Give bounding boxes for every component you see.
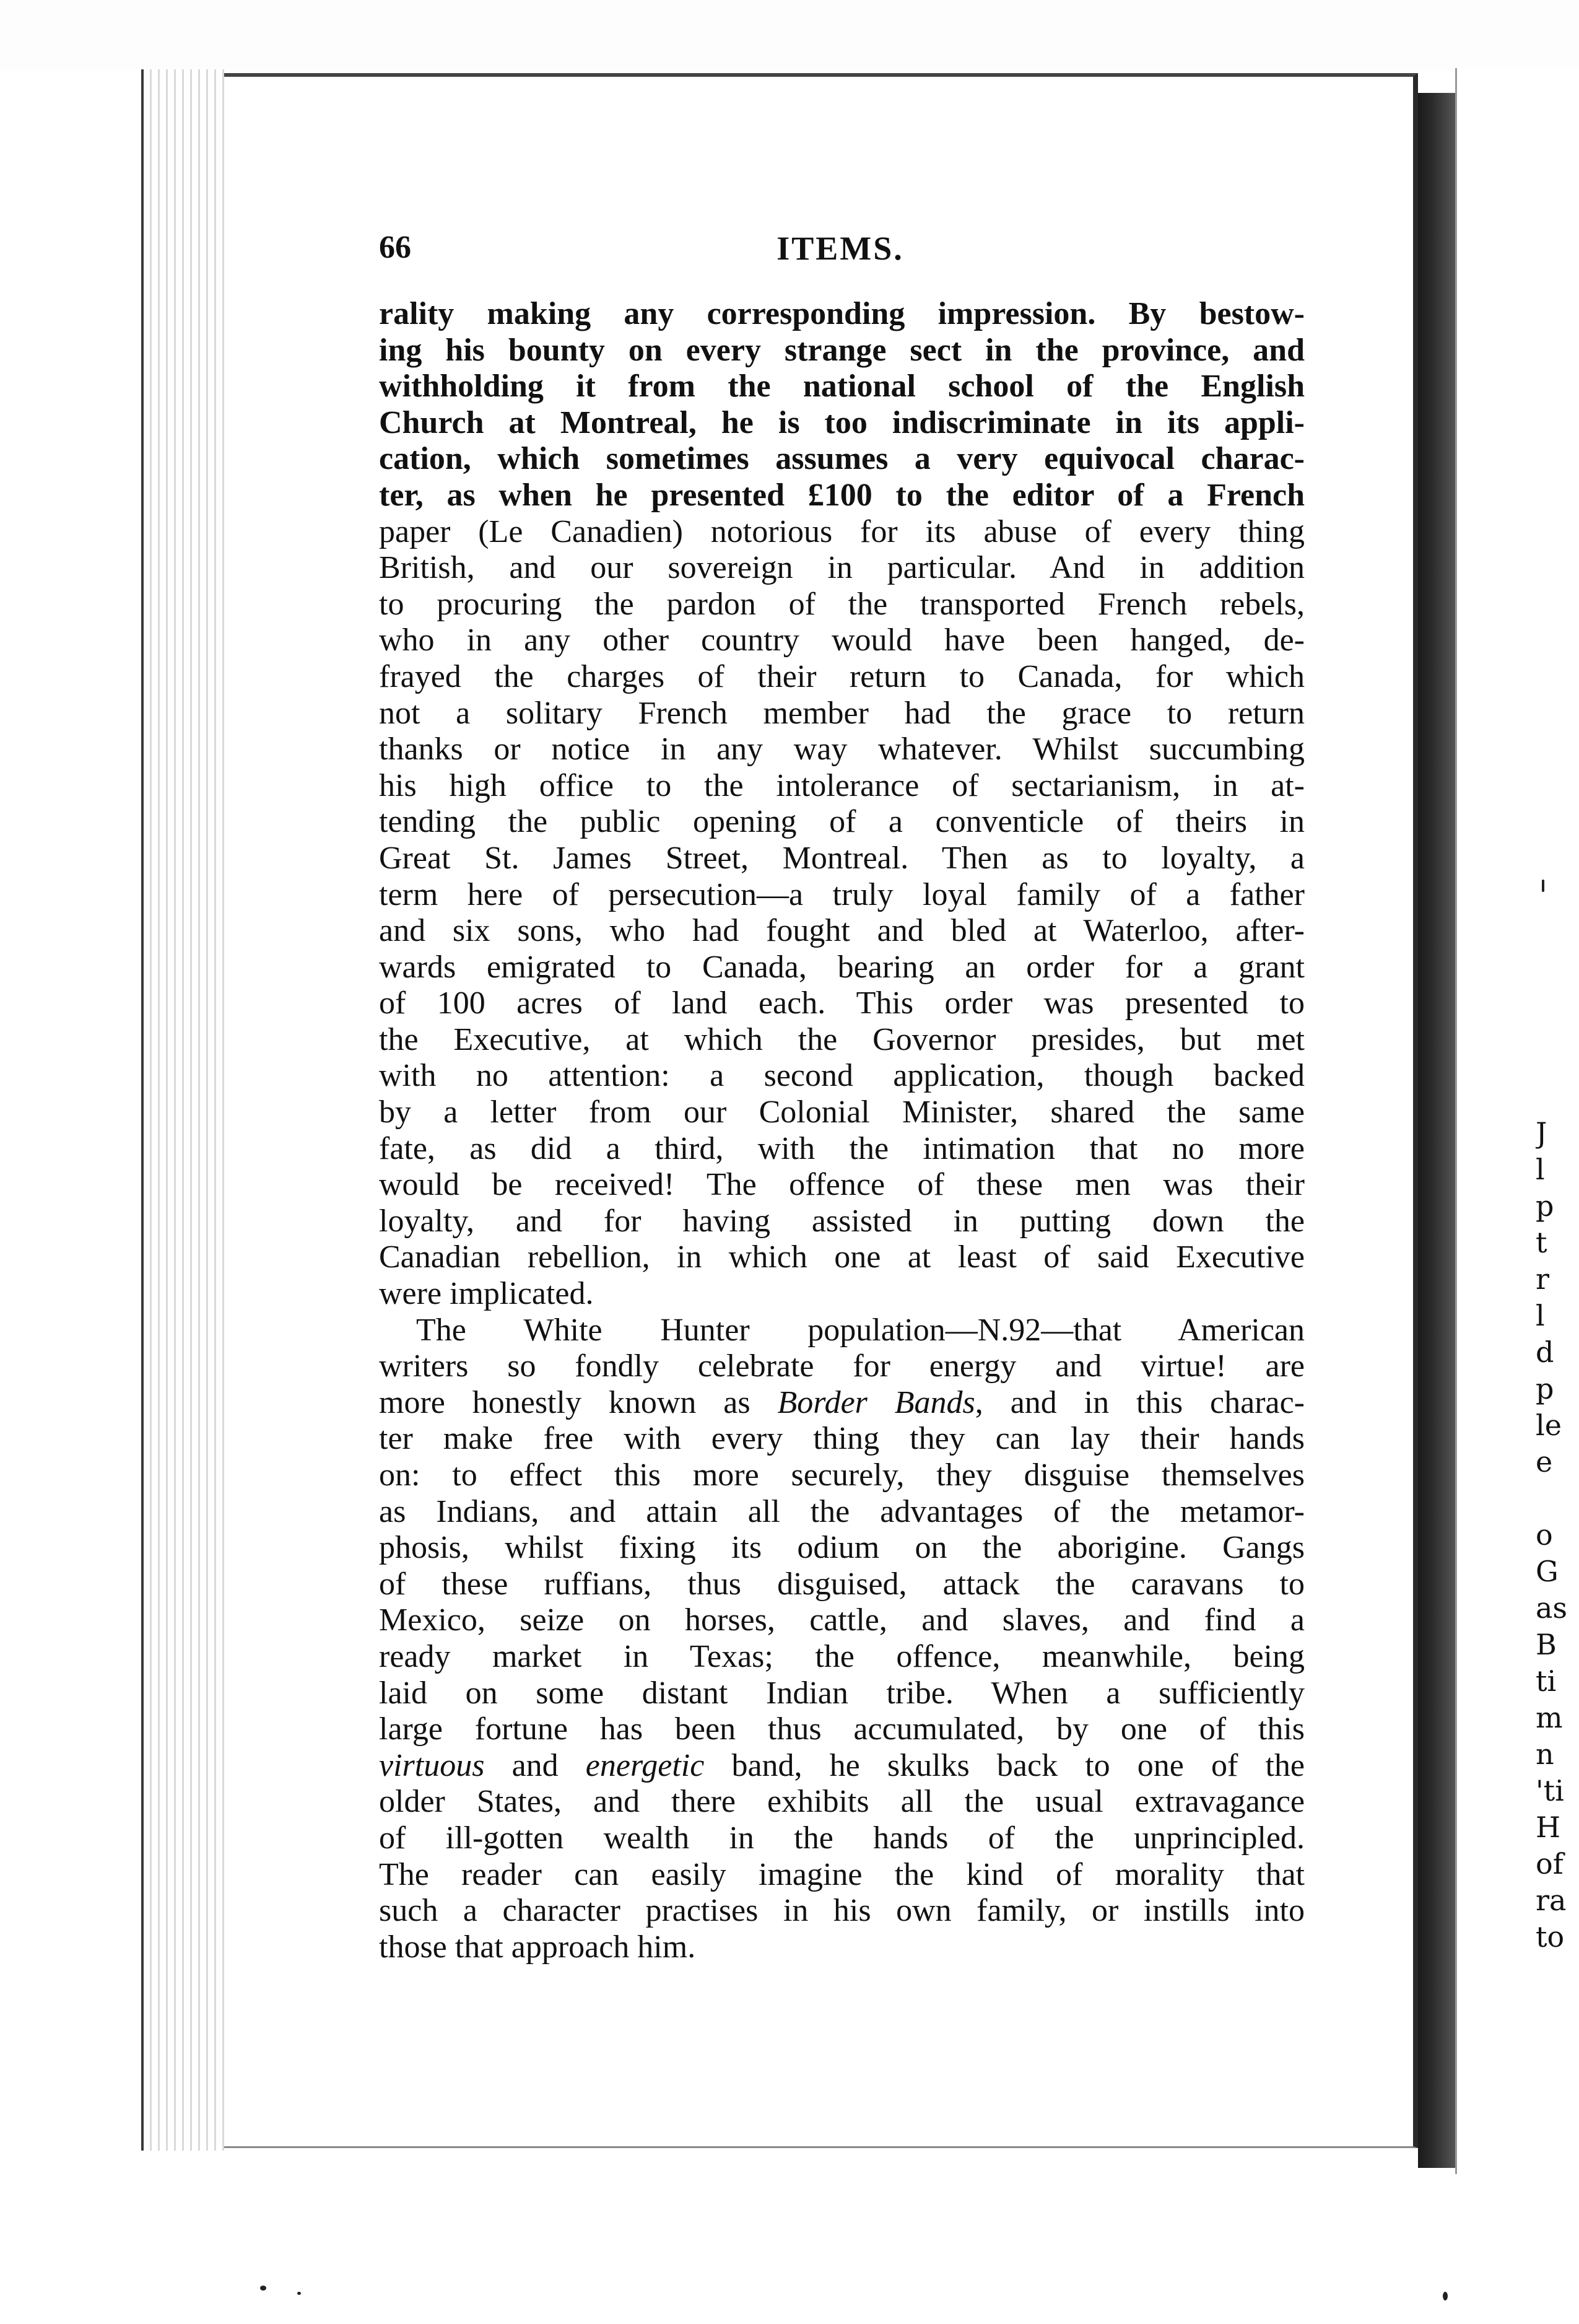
text-run: band, he skulks back to one of the (704, 1747, 1305, 1783)
text-line: term here of persecution—a truly loyal family of a father (379, 876, 1305, 912)
text-line: cation, which sometimes assumes a very equivocal charac- (379, 441, 1305, 477)
text-line: phosis, whilst fixing its odium on the aborigine. Gangs (379, 1530, 1305, 1566)
body-text (379, 296, 1305, 1965)
text-line: to procuring the pardon of the transported French rebels, (379, 586, 1305, 622)
facing-page-fragment: le (1536, 1409, 1562, 1442)
facing-page-fragment: to (1536, 1920, 1565, 1954)
text-line: Mexico, seize on horses, cattle, and slaves, and find a (379, 1602, 1305, 1638)
text-line-with-italic (379, 1748, 1305, 1784)
text-line: wards emigrated to Canada, bearing an order for a grant (379, 949, 1305, 985)
facing-page-fragment: t (1536, 1226, 1547, 1259)
book-spine (1418, 93, 1455, 2168)
text-line: such a character practises in his own family, or instills into (379, 1893, 1305, 1929)
text-line: who in any other country would have been hanged, de- (379, 622, 1305, 658)
italic-term: Border Bands (777, 1384, 975, 1420)
text-line: paper (Le Canadien) notorious for its abuse of every thing (379, 513, 1305, 549)
scan-speck (260, 2286, 266, 2291)
facing-page-fragment: e (1536, 1445, 1553, 1479)
text-line: The White Hunter population—N.92—that American (416, 1312, 1305, 1348)
facing-page-fragment (1536, 1480, 1579, 1517)
text-line: would be received! The offence of these men was their (379, 1167, 1305, 1203)
running-title: ITEMS. (776, 230, 904, 267)
text-line: ter make free with every thing they can lay their hands (379, 1421, 1305, 1457)
facing-page-fragment: p (1536, 1189, 1554, 1223)
text-line: ing his bounty on every strange sect in the province, and (379, 332, 1305, 368)
text-line: by a letter from our Colonial Minister, shared the same (379, 1094, 1305, 1130)
page-number: 66 (379, 230, 411, 265)
text-line: frayed the charges of their return to Canada, for which (379, 658, 1305, 694)
scan-top-margin (0, 0, 1579, 71)
text-line-with-italic (379, 1385, 1305, 1422)
italic-term: virtuous (379, 1747, 485, 1783)
text-line: thanks or notice in any way whatever. Whilst succumbing (379, 732, 1305, 767)
facing-page-fragment: as (1536, 1591, 1568, 1625)
text-run: more honestly known as (379, 1384, 778, 1420)
text-line: tending the public opening of a conventicle of theirs in (379, 804, 1305, 840)
facing-page-fragment: m (1536, 1701, 1563, 1734)
text-line: of 100 acres of land each. This order was presented to (379, 985, 1305, 1021)
running-head (379, 229, 1302, 273)
scan-speck (1443, 2292, 1448, 2300)
text-line: with no attention: a second application, though backed (379, 1058, 1305, 1094)
text-line: as Indians, and attain all the advantages of the metamor- (379, 1493, 1305, 1529)
facing-page-fragment: of (1536, 1847, 1564, 1881)
text-line: of ill-gotten wealth in the hands of the unprincipled. (379, 1820, 1305, 1856)
text-line: large fortune has been thus accumulated, by one of this (379, 1711, 1305, 1747)
text-line: were implicated. (379, 1276, 594, 1312)
facing-page-fragment: ra (1536, 1884, 1567, 1917)
scan-speck (297, 2292, 301, 2295)
text-line: Church at Montreal, he is too indiscriminate in its appli- (379, 404, 1305, 440)
facing-page-text (1536, 1115, 1579, 1955)
text-line: The reader can easily imagine the kind of morality that (379, 1856, 1305, 1892)
text-line: those that approach him. (379, 1929, 696, 1965)
text-line: Canadian rebellion, in which one at least of said Executive (379, 1239, 1305, 1275)
facing-page-fragment: H (1536, 1811, 1561, 1844)
facing-page-fragment: r (1536, 1262, 1549, 1296)
text-line: Great St. James Street, Montreal. Then as to loyalty, a (379, 840, 1305, 876)
facing-page-fragment: G (1536, 1555, 1559, 1588)
text-line: the Executive, at which the Governor presides, but met (379, 1021, 1305, 1057)
text-line: and six sons, who had fought and bled at Waterloo, after- (379, 913, 1305, 949)
text-line: on: to effect this more securely, they disguise themselves (379, 1457, 1305, 1493)
text-line: withholding it from the national school of the English (379, 369, 1305, 404)
text-run: and (484, 1747, 586, 1783)
text-line: writers so fondly celebrate for energy and virtue! are (379, 1348, 1305, 1384)
facing-page-fragment: p (1536, 1372, 1554, 1405)
text-line: older States, and there exhibits all the usual extravagance (379, 1784, 1305, 1820)
text-line: British, and our sovereign in particular. And in addition (379, 550, 1305, 586)
italic-term: energetic (585, 1747, 705, 1783)
text-line: ready market in Texas; the offence, meanwhile, being (379, 1638, 1305, 1674)
facing-page-fragment: l (1536, 1299, 1545, 1332)
text-line: of these ruffians, thus disguised, attack the caravans to (379, 1566, 1305, 1602)
text-line: not a solitary French member had the grace to return (379, 695, 1305, 731)
text-run: , and in this charac- (975, 1384, 1305, 1420)
text-line: rality making any corresponding impression. By bestow- (379, 296, 1305, 331)
facing-page-fragment: d (1536, 1335, 1554, 1369)
facing-page-fragment: ti (1536, 1664, 1557, 1698)
text-line: laid on some distant Indian tribe. When a sufficiently (379, 1675, 1305, 1711)
facing-page-fragment: n (1536, 1737, 1554, 1771)
text-line: his high office to the intolerance of sectarianism, in at- (379, 767, 1305, 803)
scan-speck (1542, 880, 1544, 892)
facing-page-fragment: o (1536, 1518, 1553, 1552)
facing-page-fragment: B (1536, 1628, 1557, 1661)
text-line: fate, as did a third, with the intimation that no more (379, 1130, 1305, 1166)
text-line: loyalty, and for having assisted in putting down the (379, 1203, 1305, 1239)
facing-page-fragment: J (1536, 1116, 1547, 1150)
stacked-page-edges (141, 69, 230, 2151)
facing-page-fragment: 'ti (1536, 1774, 1564, 1807)
facing-page-fragment: l (1536, 1153, 1545, 1186)
text-line: ter, as when he presented £100 to the editor of a French (379, 477, 1305, 513)
